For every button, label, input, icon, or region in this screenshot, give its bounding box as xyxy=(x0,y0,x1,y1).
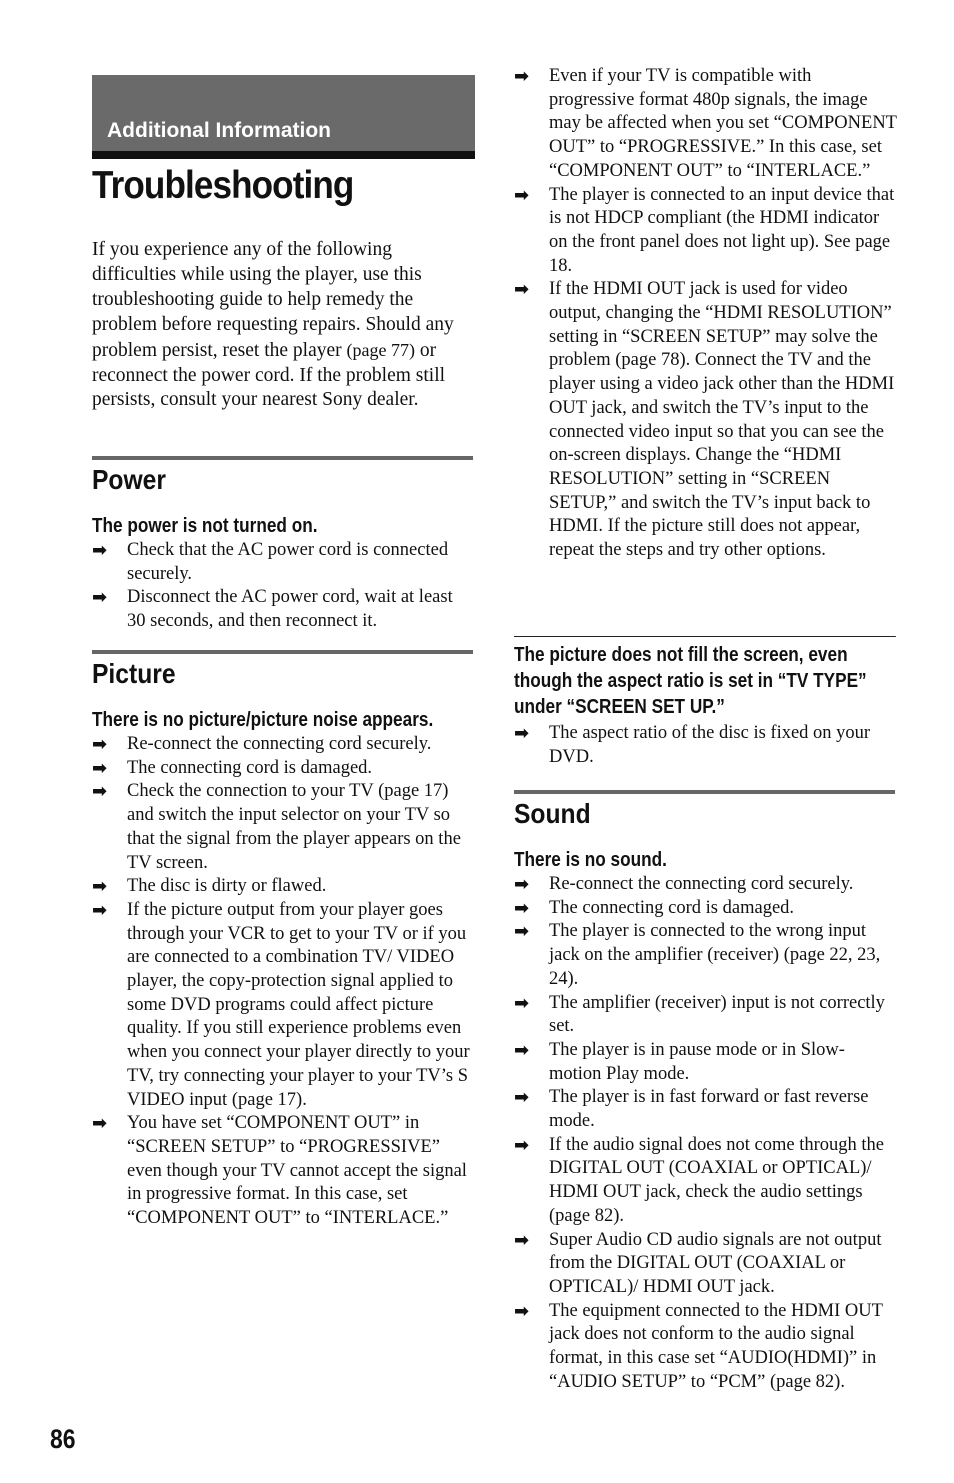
list-item: ➡ The amplifier (receiver) input is not correctly set. xyxy=(514,992,885,1037)
right-arrow-icon: ➡ xyxy=(92,899,108,921)
power-section xyxy=(92,456,475,634)
list-item: ➡ The equipment connected to the HDMI OUT jack does not conform to the audio signal format, in this case set “AUDIO(HDMI)” in “AUDIO SETUP” to “PCM” (page 82). xyxy=(514,1300,883,1392)
power-list xyxy=(92,539,475,634)
intro-paragraph xyxy=(92,238,475,413)
right-arrow-icon: ➡ xyxy=(514,874,530,895)
right-arrow-icon: ➡ xyxy=(514,279,530,301)
picture-heading: Picture xyxy=(92,650,473,691)
list-item: ➡ The connecting cord is damaged. xyxy=(514,897,795,919)
right-arrow-icon: ➡ xyxy=(514,184,530,206)
right-arrow-icon: ➡ xyxy=(514,1134,530,1156)
right-arrow-icon: ➡ xyxy=(514,1300,530,1322)
intro-block xyxy=(92,238,475,413)
picture-issue-2 xyxy=(514,636,897,769)
picture-list xyxy=(92,733,475,1231)
list-item: ➡ The aspect ratio of the disc is fixed on your DVD. xyxy=(514,723,871,767)
right-arrow-icon: ➡ xyxy=(92,587,108,609)
intro-text: If you experience any of the following difficulties while using the player, use this troubleshooting guide to help remedy the problem before requesting repairs. Should any problem persist, reset the player xyxy=(92,239,454,361)
right-arrow-icon: ➡ xyxy=(514,1229,530,1251)
right-arrow-icon: ➡ xyxy=(92,1113,108,1135)
list-item: ➡ You have set “COMPONENT OUT” in “SCREEN SETUP” to “PROGRESSIVE” even though your TV cannot accept the signal in progressive format. In this case, set “COMPONENT OUT” to “INTERLACE.” xyxy=(92,1113,467,1229)
picture-list-2 xyxy=(514,722,897,769)
picture-section xyxy=(92,650,475,1231)
list-item: ➡ Super Audio CD audio signals are not output from the DIGITAL OUT (COAXIAL or OPTICAL)/ HDMI OUT jack. xyxy=(514,1229,882,1297)
intro-page-ref: (page 77) xyxy=(346,339,415,360)
list-item: ➡ The disc is dirty or flawed. xyxy=(92,876,327,898)
list-item: ➡ Check that the AC power cord is connected securely. xyxy=(92,540,449,584)
list-item: ➡ The connecting cord is damaged. xyxy=(92,757,373,779)
section-banner-label: Additional Information xyxy=(107,119,331,142)
power-heading: Power xyxy=(92,456,473,497)
right-arrow-icon: ➡ xyxy=(514,897,530,919)
right-arrow-icon: ➡ xyxy=(514,1087,530,1109)
right-arrow-icon: ➡ xyxy=(92,781,108,803)
list-item: ➡ Check the connection to your TV (page 17) and switch the input selector on your TV so that the signal from the player appears on the TV screen. xyxy=(92,781,461,873)
picture-section-continued xyxy=(514,65,897,563)
list-item: ➡ The player is in fast forward or fast reverse mode. xyxy=(514,1087,869,1132)
sound-list xyxy=(514,873,897,1394)
intro-text-end: or reconnect the power cord. If the problem still persists, consult your nearest Sony dealer. xyxy=(92,339,446,411)
power-issue-heading: The power is not turned on. xyxy=(92,515,318,537)
page-title: Troubleshooting xyxy=(92,164,354,207)
sound-section xyxy=(514,790,897,1394)
list-item: ➡ If the HDMI OUT jack is used for video output, changing the “HDMI RESOLUTION” setting in “SCREEN SETUP” may solve the problem (page 78). Connect the TV and the player using a video jack other than the HDMI OUT jack, and switch the TV’s input to the connected video input so that you can see the on-screen displays. Change the “HDMI RESOLUTION” setting in “SCREEN SETUP,” and switch the TV’s input back to HDMI. If the picture still does not appear, repeat the steps and try other options. xyxy=(514,279,895,561)
picture-issue-heading: There is no picture/picture noise appears. xyxy=(92,709,434,731)
list-item: ➡ If the picture output from your player goes through your VCR to get to your TV or if you are connected to a combination TV/ VIDEO player, the copy-protection signal applied to some DVD programs could affect picture quality. If you still experience problems even when you connect your player directly to your TV, try connecting your player to your TV’s S VIDEO input (page 17). xyxy=(92,899,470,1110)
sound-issue-heading: There is no sound. xyxy=(514,849,667,871)
list-item: ➡ Disconnect the AC power cord, wait at least 30 seconds, and then reconnect it. xyxy=(92,587,453,632)
list-item: ➡ Re-connect the connecting cord securely. xyxy=(514,874,854,895)
sound-heading: Sound xyxy=(514,790,895,831)
picture-list-continued xyxy=(514,65,897,563)
right-arrow-icon: ➡ xyxy=(92,876,108,898)
list-item: ➡ Even if your TV is compatible with progressive format 480p signals, the image may be affected when you set “COMPONENT OUT” to “PROGRESSIVE.” In this case, set “COMPONENT OUT” to “INTERLACE.” xyxy=(514,66,897,181)
right-arrow-icon: ➡ xyxy=(92,540,108,561)
list-item: ➡ The player is connected to an input device that is not HDCP compliant (the HDMI indicator on the front panel does not light up). See page 18. xyxy=(514,184,895,276)
right-arrow-icon: ➡ xyxy=(514,921,530,943)
list-item: ➡ Re-connect the connecting cord securely. xyxy=(92,734,432,755)
list-item: ➡ The player is in pause mode or in Slow-motion Play mode. xyxy=(514,1039,845,1084)
right-arrow-icon: ➡ xyxy=(92,757,108,779)
section-banner xyxy=(92,75,475,159)
right-arrow-icon: ➡ xyxy=(514,1039,530,1061)
page-number: 86 xyxy=(50,1424,76,1454)
right-arrow-icon: ➡ xyxy=(92,734,108,755)
right-arrow-icon: ➡ xyxy=(514,66,530,87)
right-arrow-icon: ➡ xyxy=(514,992,530,1014)
picture-issue2-heading: The picture does not fill the screen, even though the aspect ratio is set in “TV TYPE” under “SCREEN SET UP.” xyxy=(514,636,896,720)
list-item: ➡ If the audio signal does not come through the DIGITAL OUT (COAXIAL or OPTICAL)/ HDMI OUT jack, check the audio settings (page 82). xyxy=(514,1134,884,1226)
list-item: ➡ The player is connected to the wrong input jack on the amplifier (receiver) (page 22, 23, 24). xyxy=(514,921,881,989)
right-arrow-icon: ➡ xyxy=(514,723,530,744)
